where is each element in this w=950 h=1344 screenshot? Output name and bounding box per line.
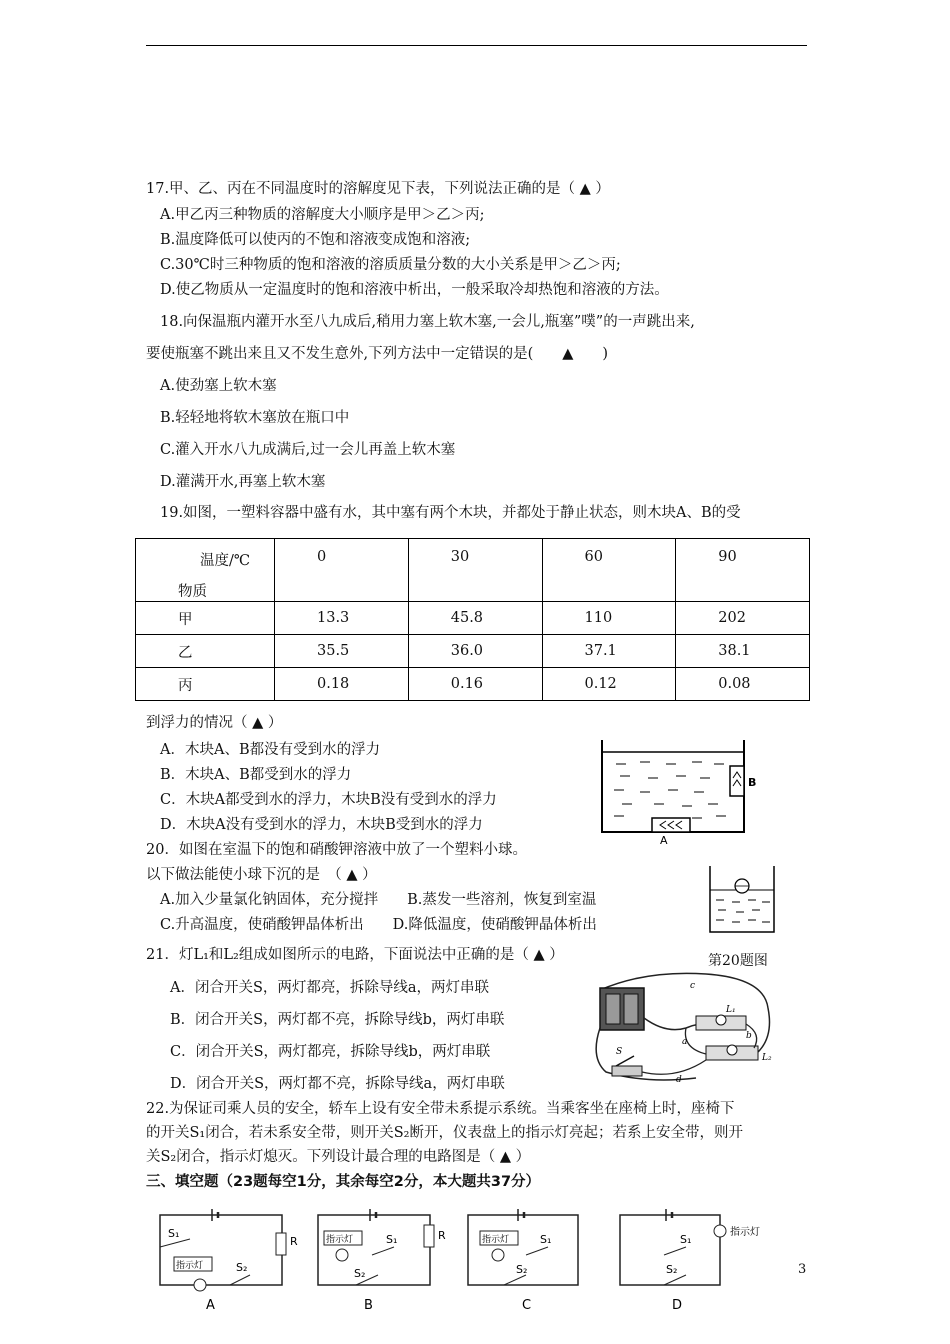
q17-option-b: B.温度降低可以使丙的不饱和溶液变成饱和溶液; xyxy=(160,232,471,248)
table-cell: 37.1 xyxy=(542,635,676,668)
temp-col-60: 60 xyxy=(542,539,676,602)
q21-option-c: C．闭合开关S，两灯都亮，拆除导线b，两灯串联 xyxy=(170,1044,491,1060)
q18-stem-line2: 要使瓶塞不跳出来且又不发生意外,下列方法中一定错误的是( ▲ ) xyxy=(146,346,609,362)
s1-label: S₁ xyxy=(540,1233,552,1246)
circuit-d xyxy=(620,1209,760,1313)
q22-line1: 22.为保证司乘人员的安全，轿车上设有安全带未系提示系统。当乘客坐在座椅上时，座椅下 xyxy=(146,1101,735,1117)
block-b xyxy=(730,766,744,796)
table-cell: 0.18 xyxy=(275,668,409,701)
q19-stem-line2: 到浮力的情况（ ▲ ） xyxy=(146,715,283,731)
temp-col-0: 0 xyxy=(275,539,409,602)
l1-label: L₁ xyxy=(726,1005,736,1015)
q22-circuit-options xyxy=(150,1205,790,1315)
q20-figure-caption: 第20题图 xyxy=(708,953,768,969)
q17-stem: 17.甲、乙、丙在不同温度时的溶解度见下表，下列说法正确的是（ ▲ ） xyxy=(146,181,610,197)
s2-label: S₂ xyxy=(666,1263,678,1276)
s1-label: S₁ xyxy=(386,1233,398,1246)
q18-option-b: B.轻轻地将软木塞放在瓶口中 xyxy=(160,410,350,426)
resistor-label: R xyxy=(290,1235,298,1248)
option-d-label: D xyxy=(672,1298,683,1313)
q21-option-b: B．闭合开关S，两灯都不亮，拆除导线b，两灯串联 xyxy=(170,1012,505,1028)
table-corner-cell xyxy=(136,539,275,602)
lamp-label: 指示灯 xyxy=(176,1261,204,1271)
table-cell: 0.16 xyxy=(408,668,542,701)
s2-label: S₂ xyxy=(354,1267,366,1280)
q17-option-d: D.使乙物质从一定温度时的饱和溶液中析出，一般采取冷却热饱和溶液的方法。 xyxy=(160,282,669,298)
switch-s xyxy=(612,1066,642,1076)
q21-option-a: A．闭合开关S，两灯都亮，拆除导线a，两灯串联 xyxy=(170,980,490,996)
wire-b-label: b xyxy=(746,1031,752,1041)
q19-option-a: A．木块A、B都没有受到水的浮力 xyxy=(160,742,381,758)
option-b-label: B xyxy=(364,1298,373,1313)
wire-d-label: d xyxy=(676,1075,682,1085)
q18-option-c: C.灌入开水八九成满后,过一会儿再盖上软木塞 xyxy=(160,442,456,458)
solubility-table xyxy=(135,538,810,701)
table-cell: 0.08 xyxy=(676,668,810,701)
q19-option-d: D．木块A没有受到水的浮力，木块B受到水的浮力 xyxy=(160,817,483,833)
q18-option-d: D.灌满开水,再塞上软木塞 xyxy=(160,474,326,490)
row-label: 乙 xyxy=(136,635,275,668)
q22-line2: 的开关S₁闭合，若未系安全带，则开关S₂断开，仪表盘上的指示灯亮起；若系上安全带，则开 xyxy=(146,1125,743,1141)
substance-header: 物质 xyxy=(178,584,207,600)
q19-option-b: B．木块A、B都受到水的浮力 xyxy=(160,767,352,783)
table-row xyxy=(136,668,810,701)
table-row xyxy=(136,635,810,668)
q22-line3: 关S₂闭合，指示灯熄灭。下列设计最合理的电路图是（ ▲ ） xyxy=(146,1149,531,1165)
q18-stem-line1: 18.向保温瓶内灌开水至八九成后,稍用力塞上软木塞,一会儿,瓶塞”噗”的一声跳出来, xyxy=(160,314,695,330)
temp-col-30: 30 xyxy=(408,539,542,602)
wire-a-label: a xyxy=(682,1037,688,1047)
section-3-title: 三、填空题（23题每空1分，其余每空2分，本大题共37分） xyxy=(146,1174,541,1190)
lamp-label: 指示灯 xyxy=(326,1235,354,1245)
table-cell: 110 xyxy=(542,602,676,635)
table-cell: 35.5 xyxy=(275,635,409,668)
table-cell: 202 xyxy=(676,602,810,635)
s2-label: S₂ xyxy=(516,1263,528,1276)
circuit-a xyxy=(160,1209,298,1313)
q17-option-c: C.30℃时三种物质的饱和溶液的溶质质量分数的大小关系是甲＞乙＞丙; xyxy=(160,257,621,273)
option-c-label: C xyxy=(522,1298,532,1313)
q20-options-cd: C.升高温度，使硝酸钾晶体析出 D.降低温度，使硝酸钾晶体析出 xyxy=(160,917,597,933)
q21-option-d: D．闭合开关S，两灯都不亮，拆除导线a，两灯串联 xyxy=(170,1076,505,1092)
circuit-photo-figure xyxy=(586,968,782,1088)
s2-label: S₂ xyxy=(236,1261,248,1274)
table-cell: 45.8 xyxy=(408,602,542,635)
label-a: A xyxy=(660,834,668,846)
table-cell: 13.3 xyxy=(275,602,409,635)
table-cell: 38.1 xyxy=(676,635,810,668)
table-header-row xyxy=(136,539,810,602)
q19-option-c: C．木块A都受到水的浮力，木块B没有受到水的浮力 xyxy=(160,792,497,808)
temperature-header: 温度/℃ xyxy=(200,553,251,569)
q20-options-ab: A.加入少量氯化钠固体，充分搅拌 B.蒸发一些溶剂，恢复到室温 xyxy=(160,892,597,908)
circuit-b xyxy=(318,1209,446,1313)
row-label: 丙 xyxy=(136,668,275,701)
table-cell: 36.0 xyxy=(408,635,542,668)
table-cell: 0.12 xyxy=(542,668,676,701)
q19-stem-line1: 19.如图，一塑料容器中盛有水，其中塞有两个木块，并都处于静止状态，则木块A、B的受 xyxy=(160,505,741,521)
lamp-label: 指示灯 xyxy=(482,1235,510,1245)
s1-label: S₁ xyxy=(680,1233,692,1246)
q18-option-a: A.使劲塞上软木塞 xyxy=(160,378,277,394)
l2-label: L₂ xyxy=(762,1053,772,1063)
label-b: B xyxy=(748,776,756,789)
row-label: 甲 xyxy=(136,602,275,635)
option-a-label: A xyxy=(206,1298,215,1313)
beaker-figure xyxy=(706,864,778,936)
q17-option-a: A.甲乙丙三种物质的溶解度大小顺序是甲＞乙＞丙; xyxy=(160,207,485,223)
lamp-label: 指示灯 xyxy=(730,1227,760,1238)
wire-c-label: c xyxy=(690,981,696,991)
block-a xyxy=(652,818,690,832)
water-container-figure xyxy=(596,738,756,846)
header-rule xyxy=(146,45,807,46)
temp-col-90: 90 xyxy=(676,539,810,602)
resistor-label: R xyxy=(438,1229,446,1242)
page-number: 3 xyxy=(798,1262,807,1277)
s1-label: S₁ xyxy=(168,1227,180,1240)
switch-label: S xyxy=(616,1047,623,1057)
table-row xyxy=(136,602,810,635)
q20-stem-line2: 以下做法能使小球下沉的是 （ ▲ ） xyxy=(146,867,377,883)
circuit-c xyxy=(468,1209,578,1313)
q21-stem: 21．灯L₁和L₂组成如图所示的电路，下面说法中正确的是（ ▲ ） xyxy=(146,947,564,963)
q20-stem-line1: 20．如图在室温下的饱和硝酸钾溶液中放了一个塑料小球。 xyxy=(146,842,527,858)
